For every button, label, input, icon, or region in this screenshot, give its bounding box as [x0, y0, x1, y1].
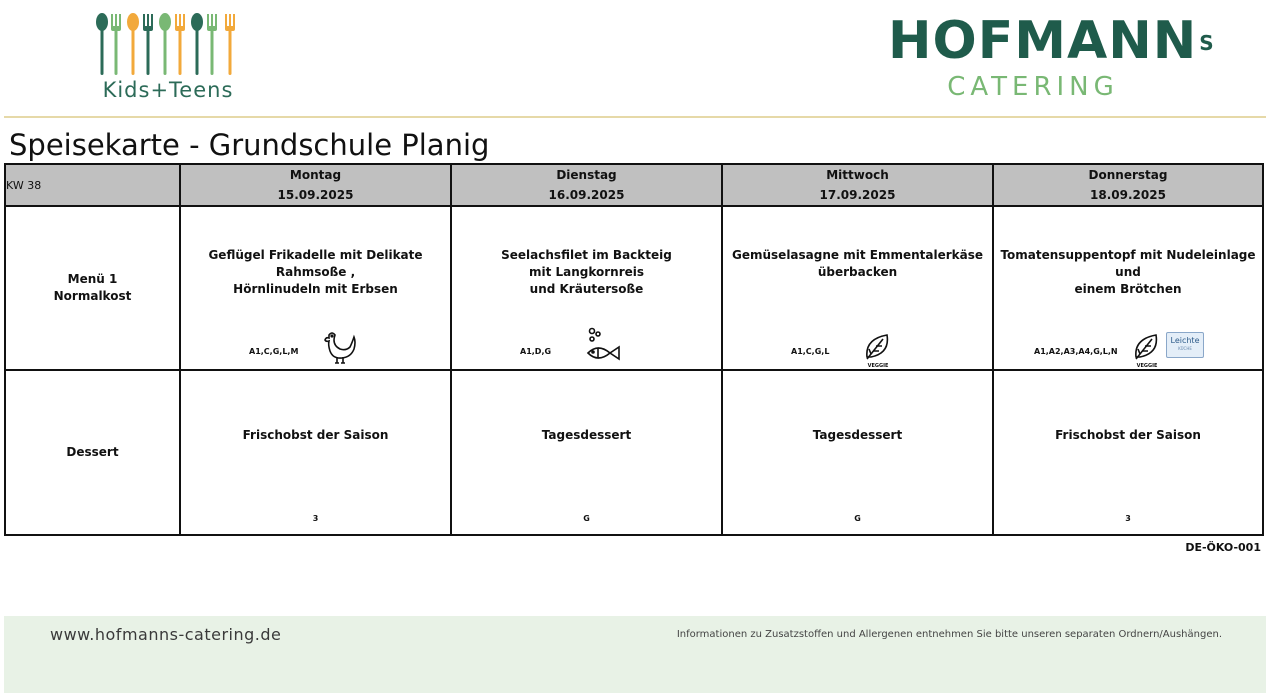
hofmanns-brand — [888, 10, 1215, 72]
day-header-tuesday — [451, 164, 722, 206]
menu-label-line1: Menü 1 — [67, 272, 118, 286]
day-date: 18.09.2025 — [1090, 188, 1166, 202]
dessert-cell-wednesday — [722, 370, 993, 535]
allergen-codes: G — [583, 514, 590, 523]
menu-row — [5, 206, 1263, 370]
badge-line1: Leichte — [1170, 336, 1200, 345]
veggie-leaf-icon — [1132, 331, 1162, 369]
allergen-codes: A1,D,G — [520, 347, 552, 356]
footer-allergen-info: Informationen zu Zusatzstoffen und Allergenen entnehmen Sie bitte unseren separaten Ordnern/Aushängen. — [676, 629, 1222, 640]
dish-line: Tomatensuppentopf mit Nudeleinlage und — [1000, 248, 1256, 279]
dish-line: und Kräutersoße — [529, 282, 644, 296]
hofmanns-logo — [888, 10, 1215, 110]
header-divider — [4, 116, 1266, 118]
allergen-codes: A1,C,G,L — [791, 347, 830, 356]
dish-line: überbacken — [817, 265, 898, 279]
menu-row-label — [5, 206, 180, 370]
day-name: Montag — [289, 168, 342, 182]
menu-label-line2: Normalkost — [53, 289, 132, 303]
veggie-label: VEGGIE — [867, 363, 889, 369]
kids-teens-logo — [88, 10, 248, 106]
day-date: 16.09.2025 — [548, 188, 625, 202]
cutlery-icon — [92, 12, 244, 76]
chicken-icon — [323, 329, 359, 369]
day-name: Dienstag — [556, 168, 617, 182]
day-name: Donnerstag — [1088, 168, 1168, 182]
dish-line: Hörnlinudeln mit Erbsen — [233, 282, 398, 296]
dish-line: mit Langkornreis — [528, 265, 645, 279]
dish-name — [452, 247, 721, 298]
organic-certification-code: DE-ÖKO-001 — [1185, 541, 1261, 554]
day-date: 17.09.2025 — [819, 188, 896, 202]
kids-teens-label: Kids+Teens — [102, 78, 234, 102]
dessert-cell-thursday — [993, 370, 1263, 535]
dessert-name: Frischobst der Saison — [1055, 428, 1201, 442]
footer-website-link[interactable]: www.hofmanns-catering.de — [50, 625, 282, 644]
allergen-codes: G — [854, 514, 861, 523]
footer-banner — [4, 616, 1266, 693]
dish-cell-wednesday — [722, 206, 993, 370]
dessert-row-label: Dessert — [5, 370, 180, 535]
allergen-codes: 3 — [312, 514, 319, 523]
hofmanns-brand-name: HOFMANN — [888, 11, 1198, 71]
dish-line: Gemüselasagne mit Emmentalerkäse — [732, 248, 983, 262]
dish-line: Seelachsfilet im Backteig — [501, 248, 672, 262]
leichte-kueche-badge — [1166, 332, 1204, 358]
dish-cell-monday — [180, 206, 451, 370]
day-header-monday — [180, 164, 451, 206]
badge-line2: KÜCHE — [1178, 346, 1192, 351]
menu-table — [4, 163, 1264, 536]
dish-name — [994, 247, 1262, 298]
day-date: 15.09.2025 — [277, 188, 354, 202]
veggie-label: VEGGIE — [1136, 363, 1158, 369]
dish-name — [723, 247, 992, 281]
table-header-row — [5, 164, 1263, 206]
allergen-codes: 3 — [1125, 514, 1131, 523]
page-title: Speisekarte - Grundschule Planig — [9, 128, 490, 162]
week-label: KW 38 — [5, 164, 180, 206]
dessert-name: Frischobst der Saison — [242, 428, 389, 442]
hofmanns-brand-sup: S — [1199, 31, 1215, 55]
dessert-name: Tagesdessert — [812, 428, 903, 442]
allergen-codes: A1,C,G,L,M — [249, 347, 299, 356]
dessert-cell-monday — [180, 370, 451, 535]
dessert-name: Tagesdessert — [541, 428, 632, 442]
day-name: Mittwoch — [826, 168, 889, 182]
dish-cell-thursday — [993, 206, 1263, 370]
day-header-wednesday — [722, 164, 993, 206]
fish-icon — [584, 327, 624, 369]
dish-line: Geflügel Frikadelle mit Delikate Rahmsoße , — [208, 248, 423, 279]
dish-name — [181, 247, 450, 298]
dessert-row — [5, 370, 1263, 535]
allergen-codes: A1,A2,A3,A4,G,L,N — [1034, 347, 1118, 356]
dessert-cell-tuesday — [451, 370, 722, 535]
dish-line: einem Brötchen — [1074, 282, 1182, 296]
day-header-thursday — [993, 164, 1263, 206]
dish-cell-tuesday — [451, 206, 722, 370]
catering-label: CATERING — [947, 72, 1119, 102]
veggie-leaf-icon — [863, 331, 893, 369]
